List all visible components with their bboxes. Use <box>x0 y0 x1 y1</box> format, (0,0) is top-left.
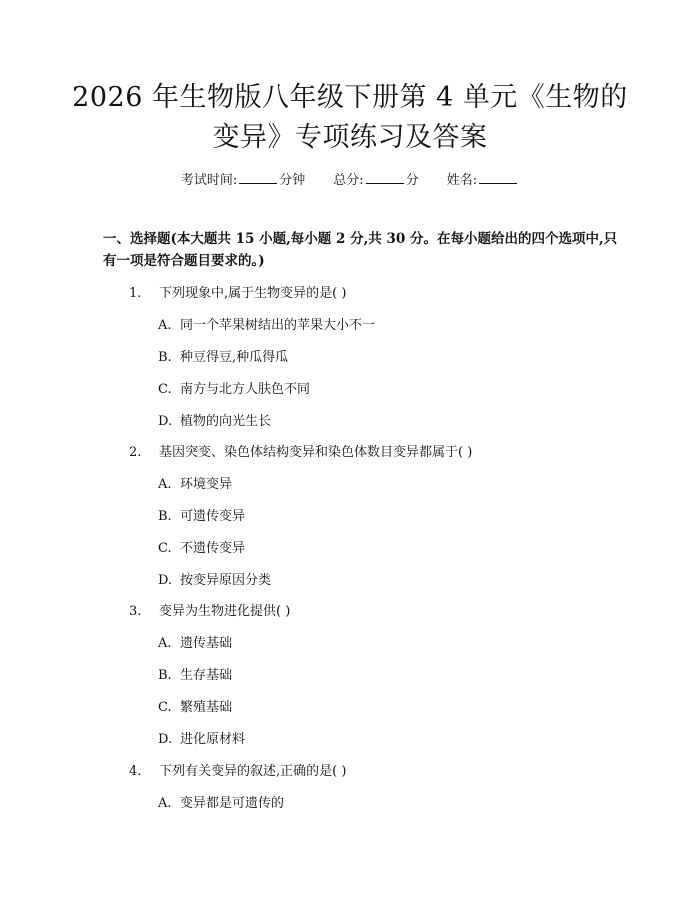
exam-info-row <box>0 169 700 188</box>
score-blank[interactable] <box>366 171 404 184</box>
time-blank[interactable] <box>239 171 277 184</box>
option-text: 繁殖基础 <box>180 700 233 715</box>
option-2d[interactable] <box>158 569 271 588</box>
option-letter: A. <box>158 318 172 333</box>
score-label: 总分: <box>333 173 364 188</box>
name-blank[interactable] <box>479 171 517 184</box>
option-letter: A. <box>158 636 172 651</box>
option-2c[interactable] <box>158 537 245 556</box>
question-4 <box>129 760 346 779</box>
page-title-line-2: 变异》专项练习及答案 <box>212 122 488 153</box>
option-1d[interactable] <box>158 410 271 429</box>
option-text: 种豆得豆,种瓜得瓜 <box>180 350 289 365</box>
name-label: 姓名: <box>446 173 478 188</box>
option-4a[interactable] <box>158 792 284 811</box>
option-text: 按变异原因分类 <box>180 573 272 588</box>
option-letter: C. <box>158 382 172 397</box>
option-3b[interactable] <box>158 664 232 683</box>
section-heading: 一、选择题(本大题共 15 小题,每小题 2 分,共 30 分。在每小题给出的四个选项中,只有一项是符合题目要求的。) <box>103 231 618 269</box>
question-text: 下列有关变异的叙述,正确的是( ) <box>159 764 347 779</box>
time-label: 考试时间: <box>180 173 238 188</box>
time-unit: 分钟 <box>279 173 306 188</box>
option-letter: D. <box>158 573 173 588</box>
option-letter: B. <box>158 509 172 524</box>
question-number: 3. <box>129 604 142 619</box>
option-letter: A. <box>158 477 172 492</box>
option-1a[interactable] <box>158 314 375 333</box>
option-letter: C. <box>158 541 172 556</box>
question-1 <box>129 282 346 301</box>
option-text: 植物的向光生长 <box>180 414 272 429</box>
option-2b[interactable] <box>158 505 245 524</box>
option-text: 生存基础 <box>180 668 233 683</box>
option-text: 可遗传变异 <box>180 509 246 524</box>
option-text: 变异都是可遗传的 <box>180 796 285 811</box>
option-3c[interactable] <box>158 696 232 715</box>
question-text: 变异为生物进化提供( ) <box>159 604 291 619</box>
option-letter: C. <box>158 700 172 715</box>
option-text: 环境变异 <box>180 477 233 492</box>
option-text: 同一个苹果树结出的苹果大小不一 <box>180 318 376 333</box>
question-text: 基因突变、染色体结构变异和染色体数目变异都属于( ) <box>159 445 473 460</box>
option-1b[interactable] <box>158 346 288 365</box>
option-text: 遗传基础 <box>180 636 233 651</box>
option-3a[interactable] <box>158 632 232 651</box>
score-unit: 分 <box>405 173 419 188</box>
option-3d[interactable] <box>158 728 245 747</box>
question-2 <box>129 441 472 460</box>
option-letter: B. <box>158 350 172 365</box>
option-letter: D. <box>158 414 173 429</box>
option-2a[interactable] <box>158 473 232 492</box>
page-title-line-1: 2026 年生物版八年级下册第 4 单元《生物的 <box>72 82 628 113</box>
question-3 <box>129 600 290 619</box>
option-text: 南方与北方人肤色不同 <box>180 382 311 397</box>
option-letter: D. <box>158 732 173 747</box>
option-letter: A. <box>158 796 172 811</box>
question-text: 下列现象中,属于生物变异的是( ) <box>159 286 347 301</box>
question-number: 4. <box>129 764 142 779</box>
question-number: 2. <box>129 445 142 460</box>
question-number: 1. <box>129 286 142 301</box>
option-1c[interactable] <box>158 378 310 397</box>
option-text: 不遗传变异 <box>180 541 246 556</box>
option-letter: B. <box>158 668 172 683</box>
option-text: 进化原材料 <box>180 732 246 747</box>
